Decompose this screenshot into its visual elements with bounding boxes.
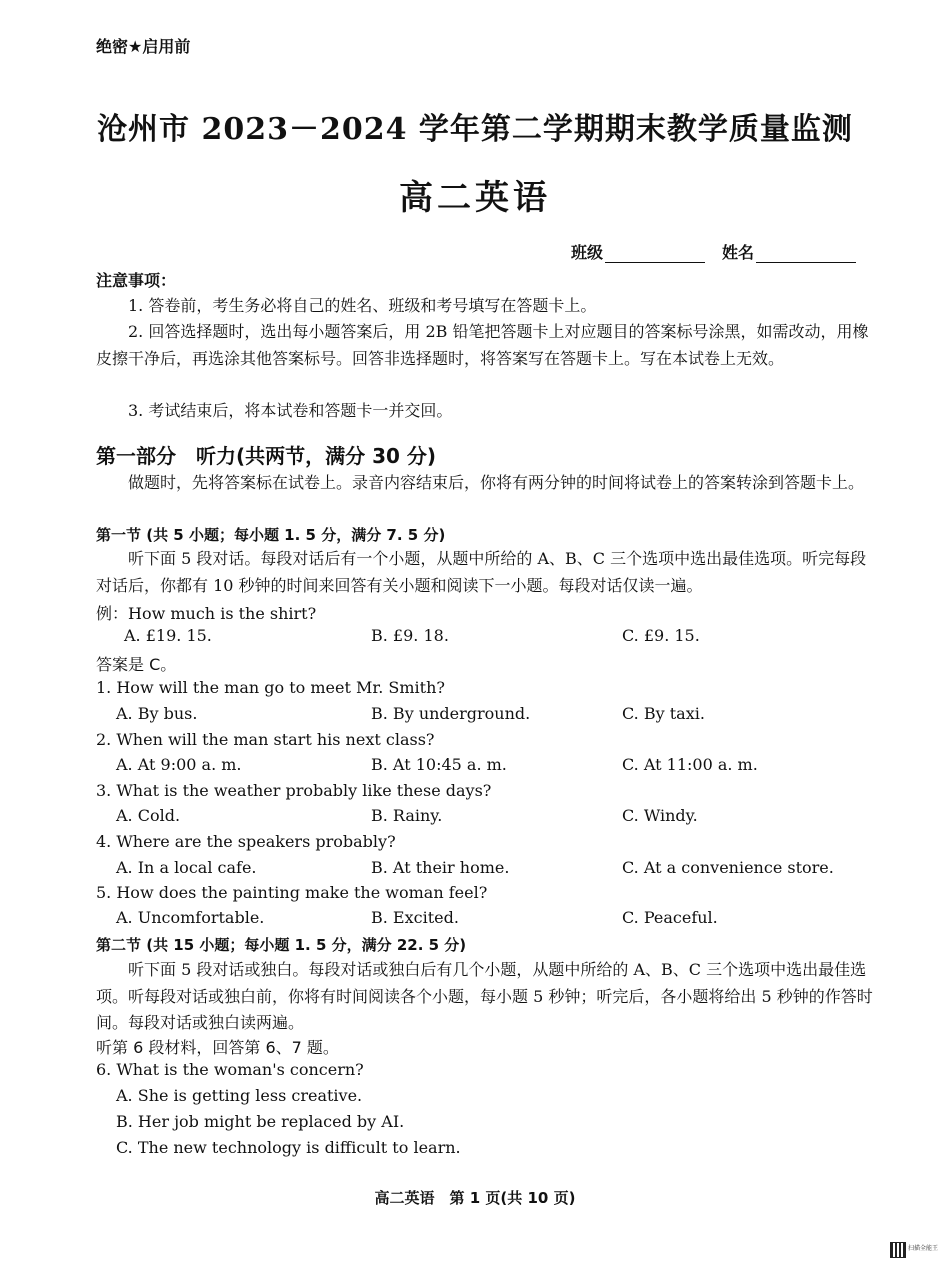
notice-item-2: 2. 回答选择题时，选出每小题答案后，用 2B 铅笔把答题卡上对应题目的答案标号涂黑，如需改动，用橡皮擦干净后，再选涂其他答案标号。回答非选择题时，将答案写在答题卡上。写在本试卷上无效。 bbox=[96, 322, 869, 368]
section1-heading: 第一节 (共 5 小题；每小题 1. 5 分，满分 7. 5 分) bbox=[96, 526, 446, 544]
q5-option-a: A. Uncomfortable. bbox=[116, 908, 265, 927]
q6-option-a: A. She is getting less creative. bbox=[116, 1086, 363, 1105]
question-5: 5. How does the painting make the woman feel? bbox=[96, 883, 488, 902]
q6-option-b: B. Her job might be replaced by AI. bbox=[116, 1112, 405, 1131]
q1-option-a: A. By bus. bbox=[116, 704, 198, 723]
class-blank bbox=[605, 248, 705, 263]
q5-option-b: B. Excited. bbox=[371, 908, 459, 927]
section2-heading: 第二节 (共 15 小题；每小题 1. 5 分，满分 22. 5 分) bbox=[96, 936, 467, 954]
section2-intro: 听下面 5 段对话或独白。每段对话或独白后有几个小题，从题中所给的 A、B、C 三个选项中选出最佳选项。听每段对话或独白前，你将有时间阅读各个小题，每小题 5 秒钟；听完后，各小题将给出 5 秒钟的作答时间。每段对话或独白读两遍。 bbox=[96, 960, 873, 1032]
q3-option-a: A. Cold. bbox=[116, 806, 181, 825]
q2-option-a: A. At 9:00 a. m. bbox=[116, 755, 242, 774]
example-option-a: A. £19. 15. bbox=[124, 626, 212, 645]
exam-title: 沧州市 2023－2024 学年第二学期期末教学质量监测 bbox=[97, 112, 853, 147]
material-6-instruction: 听第 6 段材料，回答第 6、7 题。 bbox=[96, 1038, 339, 1057]
example-option-b: B. £9. 18. bbox=[371, 626, 449, 645]
q3-option-c: C. Windy. bbox=[622, 806, 698, 825]
name-blank bbox=[756, 248, 856, 263]
notice-item-3: 3. 考试结束后，将本试卷和答题卡一并交回。 bbox=[128, 401, 453, 420]
q1-option-b: B. By underground. bbox=[371, 704, 531, 723]
part1-heading: 第一部分 听力(共两节，满分 30 分) bbox=[96, 444, 437, 468]
question-2: 2. When will the man start his next class? bbox=[96, 730, 435, 749]
example-question: 例：How much is the shirt? bbox=[96, 604, 317, 623]
example-option-c: C. £9. 15. bbox=[622, 626, 700, 645]
confidential-label: 绝密★启用前 bbox=[96, 37, 191, 56]
name-label: 姓名 bbox=[722, 243, 755, 262]
question-6: 6. What is the woman's concern? bbox=[96, 1060, 364, 1079]
q3-option-b: B. Rainy. bbox=[371, 806, 443, 825]
q4-option-c: C. At a convenience store. bbox=[622, 858, 834, 877]
q1-option-c: C. By taxi. bbox=[622, 704, 705, 723]
example-answer: 答案是 C。 bbox=[96, 655, 177, 674]
class-field bbox=[571, 240, 705, 263]
question-1: 1. How will the man go to meet Mr. Smith? bbox=[96, 678, 445, 697]
notice-heading: 注意事项： bbox=[96, 271, 177, 290]
q4-option-a: A. In a local cafe. bbox=[116, 858, 257, 877]
section1-intro: 听下面 5 段对话。每段对话后有一个小题，从题中所给的 A、B、C 三个选项中选出最佳选项。听完每段对话后，你都有 10 秒钟的时间来回答有关小题和阅读下一小题。每段对话仅读一遍。 bbox=[96, 549, 867, 595]
notice-item-1: 1. 答卷前，考生务必将自己的姓名、班级和考号填写在答题卡上。 bbox=[128, 296, 597, 315]
q2-option-c: C. At 11:00 a. m. bbox=[622, 755, 758, 774]
class-label: 班级 bbox=[571, 243, 604, 262]
q4-option-b: B. At their home. bbox=[371, 858, 510, 877]
scanner-watermark: 扫描全能王 bbox=[908, 1245, 939, 1252]
exam-subtitle: 高二英语 bbox=[399, 178, 551, 218]
q5-option-c: C. Peaceful. bbox=[622, 908, 718, 927]
q2-option-b: B. At 10:45 a. m. bbox=[371, 755, 507, 774]
name-field bbox=[722, 240, 856, 263]
q6-option-c: C. The new technology is difficult to learn. bbox=[116, 1138, 461, 1157]
page-footer: 高二英语 第 1 页(共 10 页) bbox=[374, 1189, 576, 1207]
question-4: 4. Where are the speakers probably? bbox=[96, 832, 396, 851]
question-3: 3. What is the weather probably like these days? bbox=[96, 781, 492, 800]
part1-intro: 做题时，先将答案标在试卷上。录音内容结束后，你将有两分钟的时间将试卷上的答案转涂到答题卡上。 bbox=[128, 473, 865, 492]
qr-code-icon bbox=[890, 1242, 906, 1258]
